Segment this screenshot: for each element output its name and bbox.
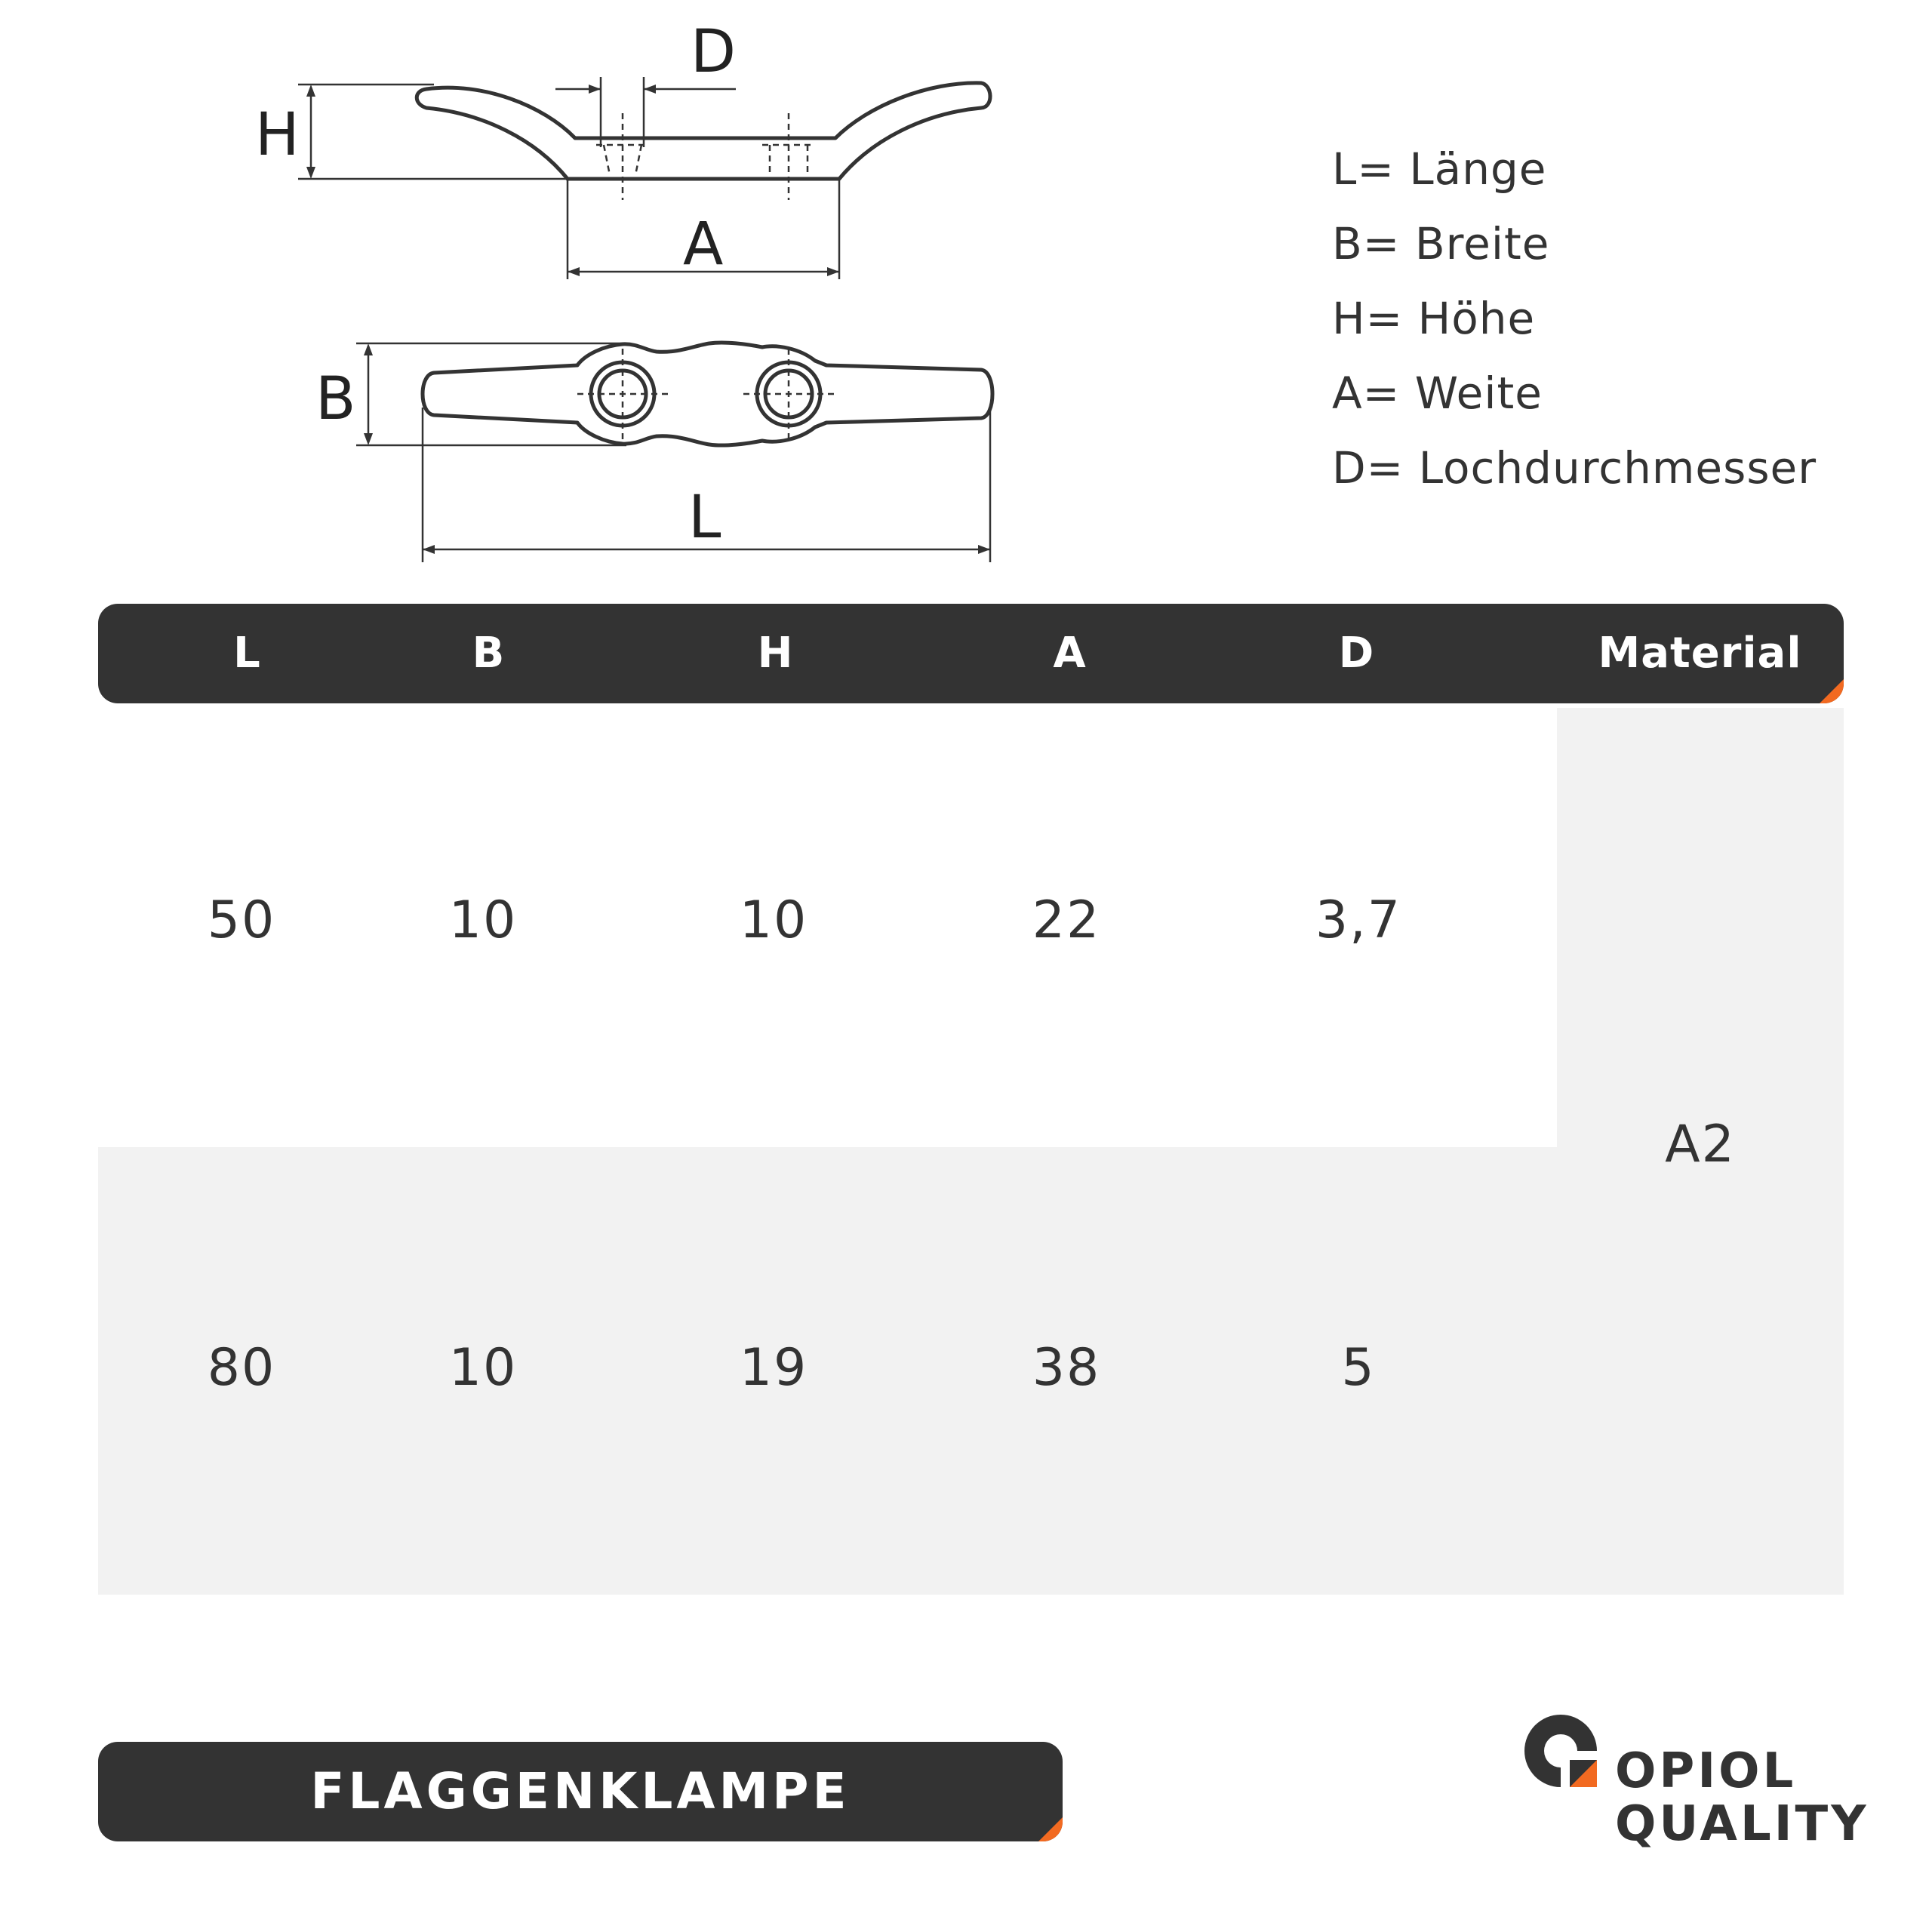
cell-b: 10 — [448, 891, 518, 950]
cell-a: 38 — [1032, 1338, 1101, 1398]
cell-l: 80 — [207, 1338, 276, 1398]
brand-name-line1: OPIOL — [1615, 1743, 1797, 1799]
cleat-side-view — [417, 83, 990, 200]
dimension-h — [255, 85, 568, 179]
dimension-l — [423, 408, 990, 562]
legend-item-spacing: A= Weite — [1332, 368, 1543, 419]
cell-l: 50 — [207, 891, 276, 950]
cell-h: 19 — [739, 1338, 808, 1398]
header-b: B — [472, 629, 506, 678]
cell-a: 22 — [1032, 891, 1101, 950]
title-accent-corner — [1038, 1817, 1063, 1841]
cell-h: 10 — [739, 891, 808, 950]
brand-name-line2: QUALITY — [1615, 1796, 1869, 1852]
product-title-banner — [98, 1742, 1063, 1841]
header-d: D — [1338, 629, 1375, 678]
dimension-legend — [1332, 132, 1817, 506]
header-h: H — [757, 629, 794, 678]
dimension-a — [568, 179, 839, 279]
legend-item-height: H= Höhe — [1332, 293, 1536, 344]
product-title: FLAGGENKLAMPE — [310, 1762, 851, 1820]
brand-logo — [1524, 1715, 1869, 1866]
dimension-label-b: B — [315, 365, 356, 433]
header-accent-corner — [1820, 679, 1844, 703]
cell-d: 5 — [1341, 1338, 1376, 1398]
legend-item-length: L= Länge — [1332, 143, 1547, 195]
cell-d: 3,7 — [1315, 891, 1402, 950]
dimension-label-d: D — [691, 18, 737, 86]
dimension-d — [555, 18, 736, 147]
header-l: L — [233, 629, 261, 678]
cell-material: A2 — [1665, 1115, 1736, 1174]
dimension-label-l: L — [688, 484, 721, 552]
cleat-side-outline — [417, 83, 990, 179]
header-material: Material — [1598, 629, 1802, 678]
dimension-label-a: A — [683, 211, 724, 278]
cleat-top-view — [423, 343, 992, 445]
legend-item-width: B= Breite — [1332, 218, 1550, 269]
spec-table — [98, 604, 1844, 1595]
legend-item-hole-diameter: D= Lochdurchmesser — [1332, 442, 1817, 494]
dimension-label-h: H — [255, 101, 300, 169]
opiol-logo-icon — [1524, 1715, 1600, 1790]
cleat-top-outline — [423, 343, 992, 445]
table-header — [98, 604, 1844, 703]
hole-left-crosshair — [577, 349, 668, 439]
header-a: A — [1053, 629, 1087, 678]
cell-b: 10 — [448, 1338, 518, 1398]
